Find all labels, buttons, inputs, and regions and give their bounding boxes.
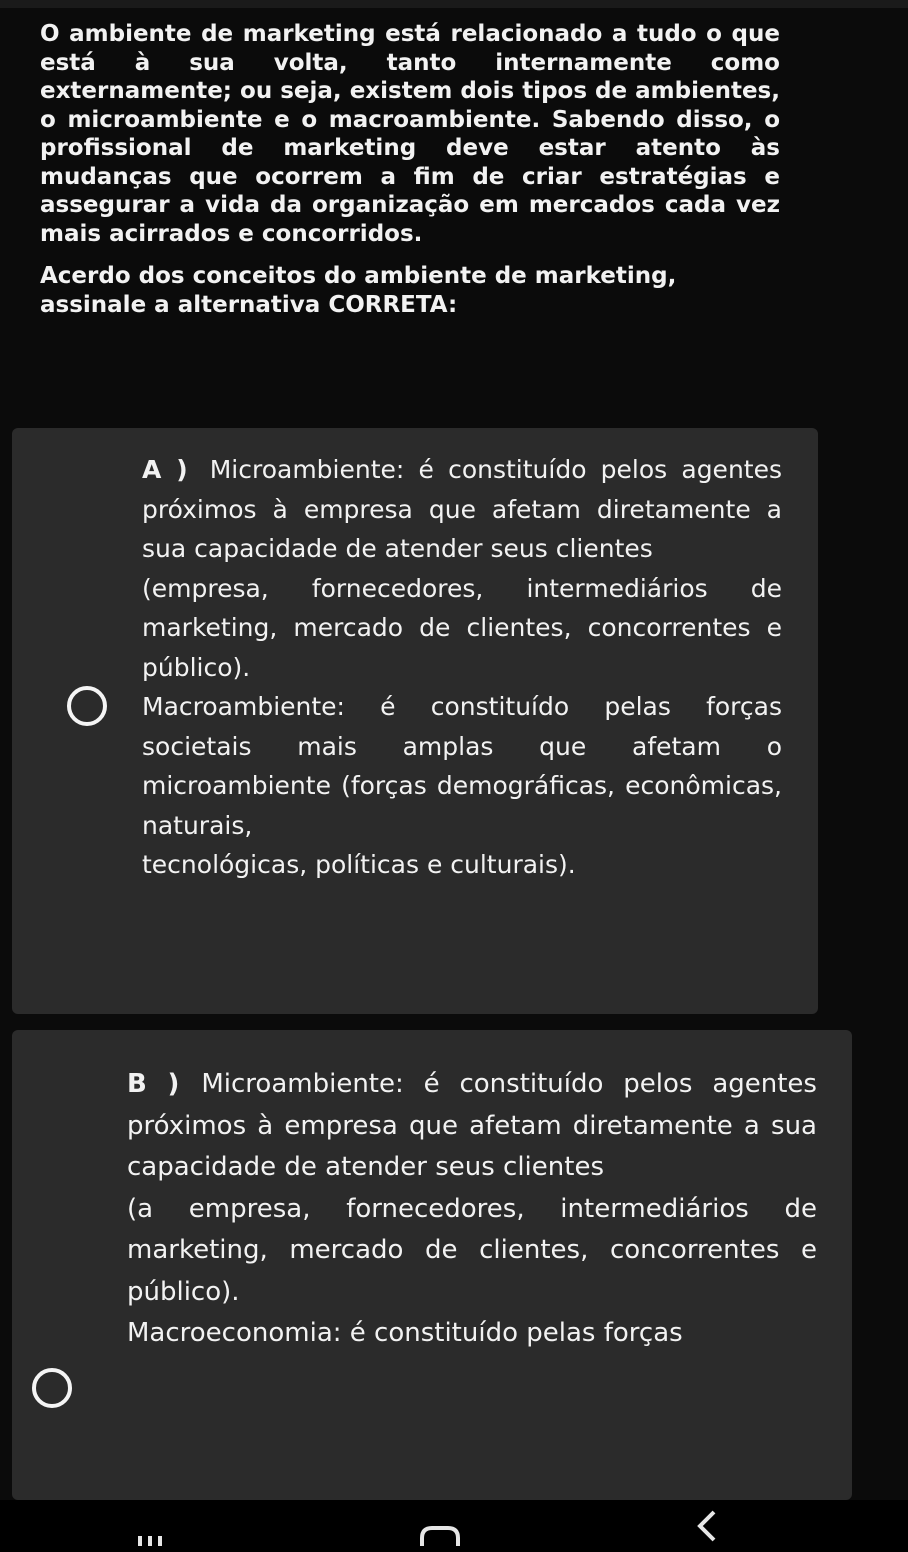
option-a-micro-list: (empresa, fornecedores, intermediários de marketing, mercado de clientes, concorrentes e público).	[142, 573, 782, 682]
recent-apps-icon[interactable]	[120, 1510, 180, 1546]
option-a-letter: A )	[142, 455, 188, 484]
option-b-macro: Macroeconomia: é constituído pelas forças	[127, 1318, 683, 1348]
radio-option-b[interactable]	[32, 1368, 72, 1408]
back-icon[interactable]	[680, 1510, 740, 1546]
option-a-macro-list: tecnológicas, políticas e culturais).	[142, 850, 576, 879]
option-b-micro-list: (a empresa, fornecedores, intermediários de marketing, mercado de clientes, concorrentes e público).	[127, 1193, 817, 1307]
option-a-text	[142, 450, 782, 885]
system-navbar	[0, 1500, 908, 1552]
question-prompt: Acerdo dos conceitos do ambiente de marketing, assinale a alternativa CORRETA:	[40, 263, 677, 318]
option-b-micro: Microambiente: é constituído pelos agentes próximos à empresa que afetam diretamente a sua capacidade de atender seus clientes	[127, 1069, 817, 1182]
home-icon[interactable]	[410, 1510, 470, 1546]
option-a[interactable]	[12, 428, 818, 1014]
question-text: O ambiente de marketing está relacionado a tudo o que está à sua volta, tanto internamente como externamente; ou seja, existem dois tipos de ambientes, o microambiente e o macroambiente. Sabendo disso, o profissional de marketing deve estar atento às mudanças que ocorrem a fim de criar estratégias e assegurar a vida da organização em mercados cada vez mais acirrados e concorridos.	[40, 21, 780, 247]
option-a-macro: Macroambiente: é constituído pelas forças societais mais amplas que afetam o microambiente (forças demográficas, econômicas, naturais,	[142, 692, 782, 840]
top-edge	[0, 0, 908, 8]
option-b-text	[127, 1064, 817, 1355]
option-b-letter: B )	[127, 1069, 180, 1099]
radio-option-a[interactable]	[67, 686, 107, 726]
option-a-micro: Microambiente: é constituído pelos agentes próximos à empresa que afetam diretamente a sua capacidade de atender seus clientes	[142, 455, 782, 563]
option-b[interactable]	[12, 1030, 852, 1500]
